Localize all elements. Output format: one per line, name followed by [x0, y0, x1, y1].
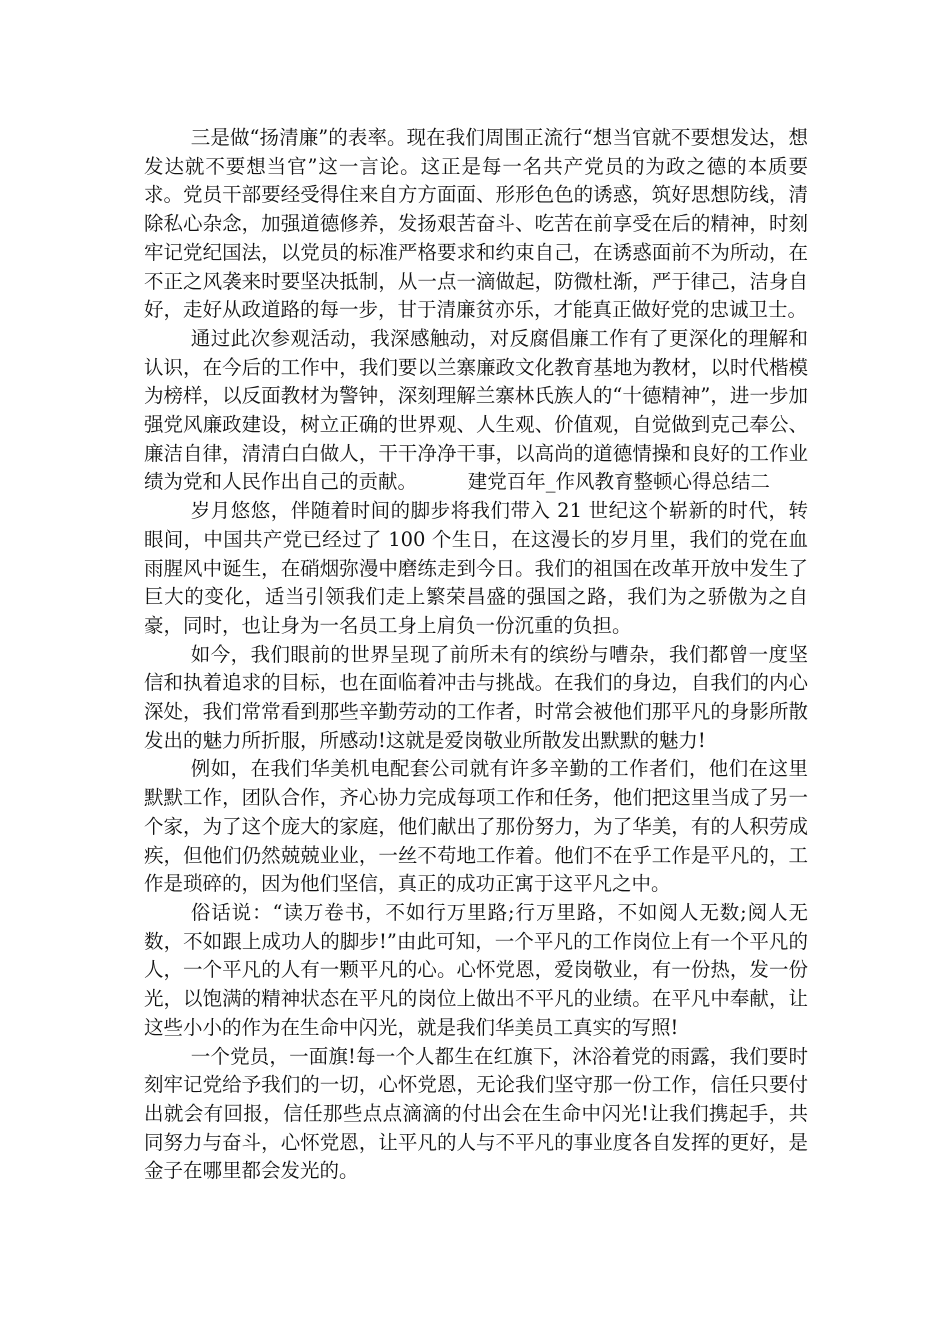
paragraph: 例如，在我们华美机电配套公司就有许多辛勤的工作者们，他们在这里默默工作，团队合作，齐心协力完成每项工作和任务，他们把这里当成了另一个家，为了这个庞大的家庭，他们献出了那份努力，为了华美，有的人积劳成疾，但他们仍然兢兢业业，一丝不苟地工作着。他们不在乎工作是平凡的，工作是琐碎的，因为他们坚信，真正的成功正寓于这平凡之中。 — [144, 757, 808, 896]
document-body — [144, 124, 808, 1186]
paragraph: 一个党员，一面旗!每一个人都生在红旗下，沐浴着党的雨露，我们要时刻牢记党给予我们的一切，心怀党恩，无论我们坚守那一份工作，信任只要付出就会有回报，信任那些点点滴滴的付出会在生命中闪光!让我们携起手，共同努力与奋斗，心怀党恩，让平凡的人与不平凡的事业度各自发挥的更好，是金子在哪里都会发光的。 — [144, 1044, 808, 1183]
paragraph: 三是做“扬清廉”的表率。现在我们周围正流行“想当官就不要想发达，想发达就不要想当官”这一言论。这正是每一名共产党员的为政之德的本质要求。党员干部要经受得住来自方方面面、形形色色的诱惑，筑好思想防线，清除私心杂念，加强道德修养，发扬艰苦奋斗、吃苦在前享受在后的精神，时刻牢记党纪国法，以党员的标准严格要求和约束自己，在诱惑面前不为所动，在不正之风袭来时要坚决抵制，从一点一滴做起，防微杜渐，严于律己，洁身自好，走好从政道路的每一步，甘于清廉贫亦乐，才能真正做好党的忠诚卫士。 — [144, 126, 808, 322]
paragraph: 岁月悠悠，伴随着时间的脚步将我们带入 21 世纪这个崭新的时代，转眼间，中国共产党已经过了 100 个生日，在这漫长的岁月里，我们的党在血雨腥风中诞生，在硝烟弥漫中磨练走到今日。我们的祖国在改革开放中发生了巨大的变化，适当引领我们走上繁荣昌盛的强国之路，我们为之骄傲为之自豪，同时，也让身为一名员工身上肩负一份沉重的负担。 — [144, 499, 808, 637]
paragraph: 俗话说：“读万卷书，不如行万里路;行万里路，不如阅人无数;阅人无数，不如跟上成功人的脚步!”由此可知，一个平凡的工作岗位上有一个平凡的人，一个平凡的人有一颗平凡的心。心怀党恩，爱岗敬业，有一份热，发一份光，以饱满的精神状态在平凡的岗位上做出不平凡的业绩。在平凡中奉献，让这些小小的作为在生命中闪光，就是我们华美员工真实的写照! — [144, 900, 808, 1039]
paragraph: 如今，我们眼前的世界呈现了前所未有的缤纷与嘈杂，我们都曾一度坚信和执着追求的目标，也在面临着冲击与挑战。在我们的身边，自我们的内心深处，我们常常看到那些辛勤劳动的工作者，时常会被他们那平凡的身影所散发出的魅力所折服，所感动!这就是爱岗敬业所散发出默默的魅力! — [144, 642, 808, 752]
section-title: 建党百年_作风教育整顿心得总结二 — [467, 470, 770, 494]
paragraph-text: 通过此次参观活动，我深感触动，对反腐倡廉工作有了更深化的理解和认识，在今后的工作中，我们要以兰寨廉政文化教育基地为教材，以时代楷模为榜样，以反面教材为警钟，深刻理解兰寨林氏族人的“十德精神”，进一步加强党风廉政建设，树立正确的世界观、人生观、价值观，自觉做到克己奉公、廉洁自律，清清白白做人，干干净净干事，以高尚的道德情操和良好的工作业绩为党和人民作出自己的贡献。 — [144, 326, 808, 494]
paragraph-with-inline-title — [144, 325, 808, 497]
